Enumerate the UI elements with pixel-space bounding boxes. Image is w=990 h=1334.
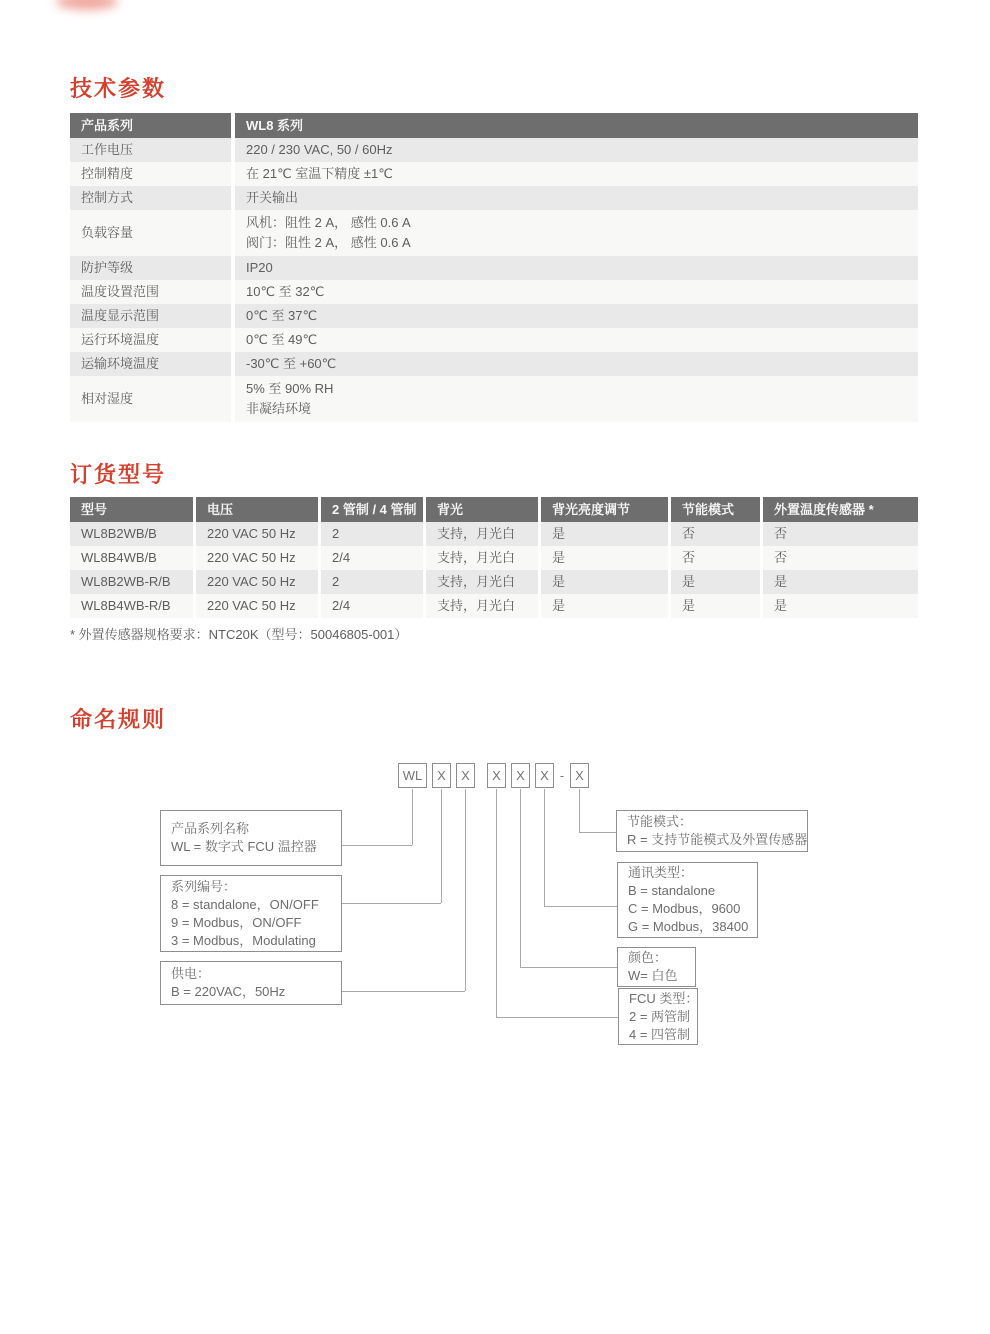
cell-value: 支持，月光白 <box>437 526 516 541</box>
cell-voltage <box>193 522 318 546</box>
label-box-comm-type <box>617 862 758 938</box>
row-label: 控制方式 <box>81 190 134 205</box>
row-label-cell <box>70 138 231 162</box>
table-row <box>70 162 918 186</box>
table-row <box>70 280 918 304</box>
connector-line <box>342 991 465 992</box>
connector-line <box>496 789 497 1017</box>
cell-value: 是 <box>774 574 788 589</box>
connector-line <box>579 789 580 832</box>
row-label: 运输环境温度 <box>81 356 160 371</box>
cell-value: 2/4 <box>332 550 351 565</box>
connector-line <box>342 845 412 846</box>
label-line: 通讯类型： <box>628 865 694 880</box>
ordering-table <box>70 497 918 618</box>
row-label-cell <box>70 352 231 376</box>
code-text: X <box>461 768 470 783</box>
header-label: 背光 <box>437 501 464 517</box>
label-box-color <box>617 947 696 987</box>
row-label: 相对湿度 <box>81 391 134 406</box>
label-line: 系列编号： <box>171 878 237 894</box>
row-value: 风机：阻性 2 A， 感性 0.6 A <box>246 215 411 230</box>
label-line: W= 白色 <box>628 968 678 983</box>
cell-value: 是 <box>682 574 696 589</box>
label-box-power-supply <box>160 961 342 1005</box>
code-text: X <box>437 768 446 783</box>
header-label: 电压 <box>207 501 234 517</box>
cell-dimming <box>538 522 668 546</box>
table-row <box>70 546 918 570</box>
red-artifact <box>56 0 118 10</box>
header-label: 产品系列 <box>81 117 134 133</box>
row-value: 非凝结环境 <box>246 401 312 416</box>
section-title-tech-params: 技术参数 <box>70 76 167 101</box>
table-row <box>70 352 918 376</box>
row-value-cell <box>231 328 918 352</box>
cell-value: WL8B4WB/B <box>81 550 157 565</box>
label-line: R = 支持节能模式及外置传感器 <box>627 832 808 847</box>
table-row <box>70 522 918 546</box>
label-line: 3 = Modbus，Modulating <box>171 932 316 948</box>
header-cell <box>538 497 668 522</box>
connector-line <box>441 789 442 903</box>
cell-model <box>70 594 193 618</box>
cell-backlight <box>423 570 538 594</box>
table-row <box>70 376 918 422</box>
row-label-cell <box>70 304 231 328</box>
row-value-cell <box>231 138 918 162</box>
cell-value: 否 <box>682 550 696 565</box>
cell-sensor <box>760 570 918 594</box>
table-header-row <box>70 497 918 522</box>
row-label: 负载容量 <box>81 225 134 240</box>
label-line: 2 = 两管制 <box>629 1008 691 1024</box>
cell-pipe <box>318 522 423 546</box>
connector-line <box>465 789 466 991</box>
row-value-cell <box>231 186 918 210</box>
header-cell-series-value <box>231 113 918 138</box>
row-value-cell <box>231 376 918 422</box>
code-box-x5 <box>535 763 554 788</box>
row-value-cell <box>231 352 918 376</box>
table-row <box>70 256 918 280</box>
cell-value: 支持，月光白 <box>437 574 516 589</box>
row-label-cell <box>70 210 231 256</box>
label-box-eco-mode <box>616 810 808 852</box>
table-row <box>70 138 918 162</box>
header-label: 外置温度传感器 * <box>774 501 874 517</box>
cell-value: 2/4 <box>332 598 351 613</box>
header-label: 2 管制 / 4 管制 <box>332 501 417 517</box>
header-cell-product-series <box>70 113 231 138</box>
cell-value: 是 <box>682 598 696 613</box>
cell-ecomode <box>668 522 760 546</box>
label-box-series-number <box>160 875 342 952</box>
row-value: 阀门：阻性 2 A， 感性 0.6 A <box>246 235 411 250</box>
cell-value: 220 VAC 50 Hz <box>207 550 296 565</box>
row-label-cell <box>70 376 231 422</box>
code-text: X <box>492 768 501 783</box>
connector-line <box>544 789 545 906</box>
header-cell <box>423 497 538 522</box>
label-line: B = standalone <box>628 883 716 898</box>
table-row <box>70 304 918 328</box>
row-label: 运行环境温度 <box>81 332 160 347</box>
cell-pipe <box>318 546 423 570</box>
code-text: X <box>575 768 584 783</box>
cell-value: 是 <box>552 526 566 541</box>
code-box-x2 <box>456 763 475 788</box>
row-label-cell <box>70 280 231 304</box>
label-line: 8 = standalone，ON/OFF <box>171 896 319 912</box>
row-value: 0℃ 至 37℃ <box>246 308 318 323</box>
label-line: 4 = 四管制 <box>629 1026 691 1042</box>
row-value-cell <box>231 304 918 328</box>
row-label-cell <box>70 186 231 210</box>
cell-value: 是 <box>552 598 566 613</box>
header-cell <box>193 497 318 522</box>
cell-value: 220 VAC 50 Hz <box>207 574 296 589</box>
cell-value: 220 VAC 50 Hz <box>207 598 296 613</box>
header-label: 节能模式 <box>682 501 735 517</box>
cell-backlight <box>423 522 538 546</box>
label-line: 颜色： <box>628 950 668 965</box>
cell-value: WL8B2WB/B <box>81 526 157 541</box>
code-text: X <box>516 768 525 783</box>
label-box-product-series <box>160 810 342 866</box>
row-value: 220 / 230 VAC, 50 / 60Hz <box>246 142 393 157</box>
row-value-cell <box>231 280 918 304</box>
connector-line <box>496 1017 618 1018</box>
cell-voltage <box>193 570 318 594</box>
row-value: 10℃ 至 32℃ <box>246 284 325 299</box>
label-line: C = Modbus，9600 <box>628 901 741 916</box>
row-value: 0℃ 至 49℃ <box>246 332 318 347</box>
table-row <box>70 594 918 618</box>
cell-value: 是 <box>774 598 788 613</box>
code-box-x3 <box>487 763 506 788</box>
label-line: G = Modbus，38400 <box>628 919 749 934</box>
connector-line <box>520 967 618 968</box>
header-cell <box>760 497 918 522</box>
cell-sensor <box>760 594 918 618</box>
row-label-cell <box>70 256 231 280</box>
cell-value: WL8B4WB-R/B <box>81 598 171 613</box>
row-value: 5% 至 90% RH <box>246 381 334 396</box>
label-line: B = 220VAC，50Hz <box>171 984 286 999</box>
table-row <box>70 570 918 594</box>
cell-ecomode <box>668 570 760 594</box>
code-text: WL <box>402 768 423 783</box>
label-line: 9 = Modbus，ON/OFF <box>171 914 302 930</box>
row-label: 防护等级 <box>81 260 134 275</box>
cell-value: 否 <box>774 550 788 565</box>
header-cell <box>668 497 760 522</box>
connector-line <box>579 832 616 833</box>
table-row <box>70 328 918 352</box>
cell-model <box>70 570 193 594</box>
row-value: IP20 <box>246 260 273 275</box>
cell-value: 否 <box>774 526 788 541</box>
label-line: 供电： <box>171 966 211 981</box>
cell-dimming <box>538 546 668 570</box>
cell-model <box>70 522 193 546</box>
row-value: -30℃ 至 +60℃ <box>246 356 337 371</box>
row-label: 温度显示范围 <box>81 308 160 323</box>
table-row <box>70 210 918 256</box>
connector-line <box>520 789 521 967</box>
cell-voltage <box>193 546 318 570</box>
header-label: 型号 <box>81 501 108 517</box>
cell-value: WL8B2WB-R/B <box>81 574 171 589</box>
row-label-cell <box>70 328 231 352</box>
sensor-footnote: * 外置传感器规格要求：NTC20K（型号：50046805-001） <box>70 627 408 642</box>
section-title-ordering: 订货型号 <box>70 462 167 487</box>
tech-params-table <box>70 113 918 422</box>
label-line: FCU 类型： <box>629 990 699 1006</box>
cell-ecomode <box>668 594 760 618</box>
connector-line <box>412 789 413 845</box>
row-label: 控制精度 <box>81 166 134 181</box>
cell-model <box>70 546 193 570</box>
code-box-x4 <box>511 763 530 788</box>
label-box-fcu-type <box>618 988 698 1045</box>
row-label-cell <box>70 162 231 186</box>
cell-value: 2 <box>332 574 340 589</box>
header-label: 背光亮度调节 <box>552 501 631 517</box>
cell-value: 支持，月光白 <box>437 598 516 613</box>
section-title-naming: 命名规则 <box>70 707 167 732</box>
table-header-row <box>70 113 918 138</box>
cell-sensor <box>760 546 918 570</box>
cell-value: 是 <box>552 550 566 565</box>
row-value: 开关输出 <box>246 190 299 205</box>
header-label: WL8 系列 <box>246 117 304 133</box>
row-label: 工作电压 <box>81 142 134 157</box>
cell-voltage <box>193 594 318 618</box>
code-box-x6 <box>570 763 589 788</box>
code-dash: - <box>559 768 565 783</box>
table-row <box>70 186 918 210</box>
row-value-cell <box>231 210 918 256</box>
cell-backlight <box>423 594 538 618</box>
cell-pipe <box>318 570 423 594</box>
cell-sensor <box>760 522 918 546</box>
cell-value: 2 <box>332 526 340 541</box>
label-line: 产品系列名称 <box>171 821 250 836</box>
cell-value: 是 <box>552 574 566 589</box>
label-line: WL = 数字式 FCU 温控器 <box>171 839 317 854</box>
cell-value: 否 <box>682 526 696 541</box>
header-cell <box>318 497 423 522</box>
code-box-x1 <box>432 763 451 788</box>
cell-dimming <box>538 570 668 594</box>
label-line: 节能模式： <box>627 814 693 829</box>
cell-value: 220 VAC 50 Hz <box>207 526 296 541</box>
row-value-cell <box>231 256 918 280</box>
cell-backlight <box>423 546 538 570</box>
row-value: 在 21℃ 室温下精度 ±1℃ <box>246 166 393 181</box>
cell-value: 支持，月光白 <box>437 550 516 565</box>
row-label: 温度设置范围 <box>81 284 160 299</box>
connector-line <box>544 906 617 907</box>
row-value-cell <box>231 162 918 186</box>
connector-line <box>342 903 441 904</box>
code-text: X <box>540 768 549 783</box>
header-cell <box>70 497 193 522</box>
cell-ecomode <box>668 546 760 570</box>
cell-dimming <box>538 594 668 618</box>
code-box-wl <box>398 763 427 788</box>
cell-pipe <box>318 594 423 618</box>
